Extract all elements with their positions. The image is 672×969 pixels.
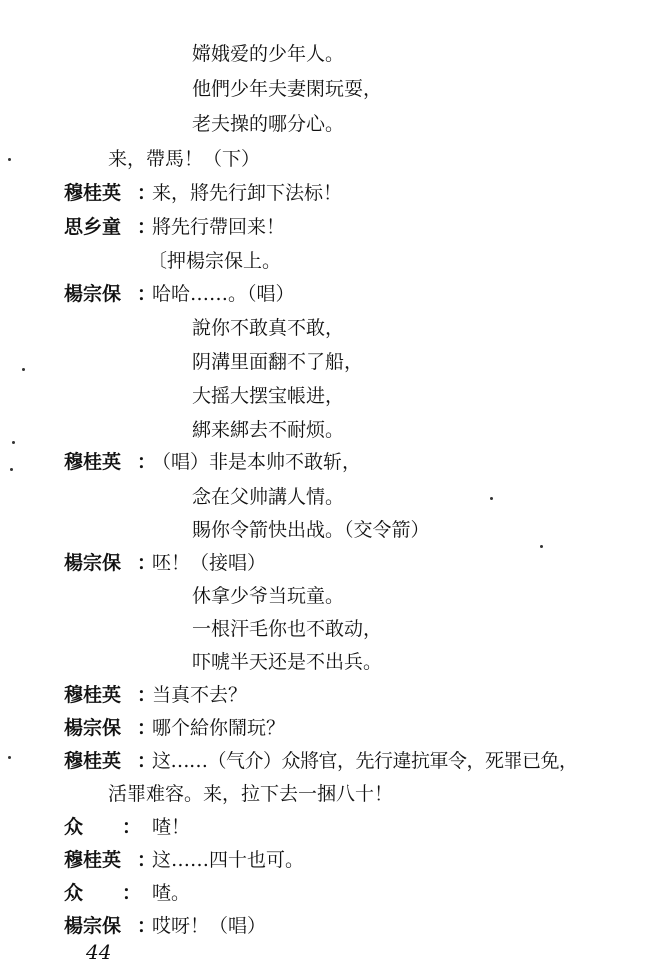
script-line — [0, 514, 672, 546]
script-line — [0, 712, 672, 744]
script-line — [0, 278, 672, 310]
speaker-colon: ： — [137, 283, 157, 305]
dialog-text: （唱）非是本帅不敢斩， — [152, 451, 362, 473]
speaker-name: 楊宗保 — [64, 915, 122, 937]
speaker-name: 穆桂英 — [64, 849, 122, 871]
script-line — [0, 108, 672, 140]
script-line — [0, 646, 672, 678]
script-line — [0, 414, 672, 446]
script-line — [0, 910, 672, 942]
speaker-name: 思乡童 — [64, 216, 122, 238]
dialog-text: 哎呀！（唱） — [152, 915, 267, 937]
verse-text: 休拿少爷当玩童。 — [192, 585, 345, 607]
verse-text: 賜你令箭快出战。（交令箭） — [192, 519, 430, 541]
verse-text: 他們少年夫妻閑玩耍， — [192, 78, 383, 100]
speaker-name: 穆桂英 — [64, 684, 122, 706]
speaker-colon: ： — [137, 684, 157, 706]
script-line — [0, 346, 672, 378]
script-line — [0, 877, 672, 909]
verse-text: 老夫操的哪分心。 — [192, 113, 345, 135]
speaker-name: 楊宗保 — [64, 283, 122, 305]
script-line — [0, 446, 672, 478]
scan-speck — [10, 468, 13, 471]
dialog-text: 哪个給你鬧玩？ — [152, 717, 286, 739]
speaker-colon: ： — [137, 216, 157, 238]
script-line — [0, 580, 672, 612]
speaker-colon: ： — [137, 750, 157, 772]
speaker-name: 穆桂英 — [64, 451, 122, 473]
script-line — [0, 38, 672, 70]
speaker-name: 穆桂英 — [64, 182, 122, 204]
speaker-colon: ： — [137, 849, 157, 871]
speaker-colon: ： — [122, 882, 142, 904]
speaker-name: 众 — [64, 882, 84, 904]
dialog-text: 喳！ — [152, 816, 191, 838]
script-line — [0, 245, 672, 277]
verse-text: 一根汗毛你也不敢动， — [192, 618, 383, 640]
script-line — [0, 811, 672, 843]
verse-text: 念在父帅講人情。 — [192, 486, 345, 508]
dialog-text: 这……四十也可。 — [152, 849, 305, 871]
page-number: 44 — [86, 940, 112, 964]
verse-text: 阴溝里面翻不了船， — [192, 351, 364, 373]
script-line — [0, 312, 672, 344]
scan-speck — [12, 441, 15, 444]
speaker-name: 穆桂英 — [64, 750, 122, 772]
verse-text: 吓唬半天还是不出兵。 — [192, 651, 383, 673]
script-line — [0, 380, 672, 412]
speaker-colon: ： — [137, 717, 157, 739]
script-line — [0, 745, 672, 777]
script-line — [0, 679, 672, 711]
stage-direction: 〔押楊宗保上。 — [148, 250, 282, 272]
speaker-colon: ： — [137, 451, 157, 473]
speaker-colon: ： — [137, 552, 157, 574]
script-line — [0, 143, 672, 175]
speaker-name: 楊宗保 — [64, 717, 122, 739]
dialog-text: 將先行帶回来！ — [152, 216, 286, 238]
script-line — [0, 778, 672, 810]
speaker-colon: ： — [137, 915, 157, 937]
continuation-text: 来，帶馬！（下） — [108, 148, 261, 170]
dialog-text: 这……（气介）众將官，先行違抗軍令，死罪已免， — [152, 750, 578, 772]
scan-speck — [540, 545, 543, 548]
continuation-text: 活罪难容。来，拉下去一捆八十！ — [108, 783, 394, 805]
verse-text: 大摇大摆宝帳进， — [192, 385, 345, 407]
script-line — [0, 547, 672, 579]
script-line — [0, 73, 672, 105]
verse-text: 嫦娥爱的少年人。 — [192, 43, 345, 65]
speaker-colon: ： — [122, 816, 142, 838]
scan-speck — [490, 497, 493, 500]
script-line — [0, 613, 672, 645]
speaker-name: 楊宗保 — [64, 552, 122, 574]
verse-text: 綁来綁去不耐烦。 — [192, 419, 345, 441]
scan-speck — [8, 158, 11, 161]
speaker-colon: ： — [137, 182, 157, 204]
script-line — [0, 481, 672, 513]
dialog-text: 哈哈……。（唱） — [152, 283, 295, 305]
script-line — [0, 177, 672, 209]
speaker-name: 众 — [64, 816, 84, 838]
dialog-text: 喳。 — [152, 882, 191, 904]
dialog-text: 来，將先行卸下法标！ — [152, 182, 343, 204]
scan-speck — [22, 368, 25, 371]
script-line — [0, 211, 672, 243]
script-line — [0, 844, 672, 876]
verse-text: 說你不敢真不敢， — [192, 317, 345, 339]
scan-speck — [8, 756, 11, 759]
dialog-text: 当真不去？ — [152, 684, 248, 706]
dialog-text: 呸！（接唱） — [152, 552, 267, 574]
